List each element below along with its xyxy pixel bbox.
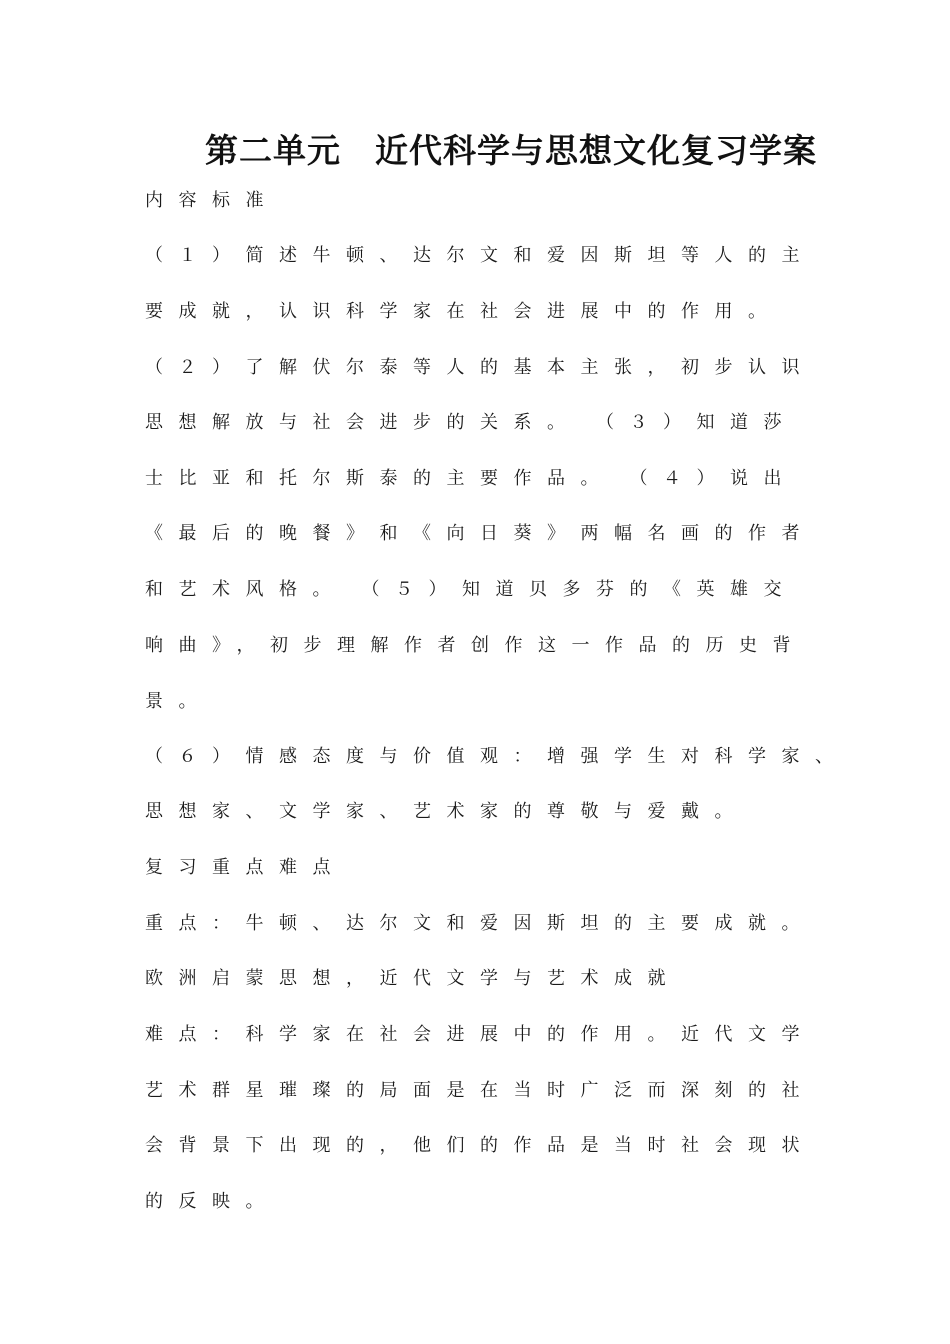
text-line: 响曲》，初步理解作者创作这一作品的历史背 — [145, 635, 806, 656]
text-line: 景。 — [145, 691, 212, 712]
text-line: 《最后的晚餐》和《向日葵》两幅名画的作者 — [145, 523, 815, 544]
text-line: 和艺术风格。 （５）知道贝多芬的《英雄交 — [145, 579, 797, 600]
text-line: （２）了解伏尔泰等人的基本主张，初步认识 — [145, 357, 815, 378]
text-line: 思想家、文学家、艺术家的尊敬与爱戴。 — [145, 801, 748, 822]
text-line: 思想解放与社会进步的关系。 （３）知道莎 — [145, 412, 797, 433]
text-line: 会背景下出现的，他们的作品是当时社会现状 — [145, 1135, 815, 1156]
text-line: 的反映。 — [145, 1191, 279, 1212]
section-heading-key-points: 复习重点难点 — [145, 857, 346, 878]
text-line: 艺术群星璀璨的局面是在当时广泛而深刻的社 — [145, 1080, 815, 1101]
text-line: 重点：牛顿、达尔文和爱因斯坦的主要成就。 — [145, 913, 815, 934]
document-title: 第二单元 近代科学与思想文化复习学案 — [205, 131, 817, 170]
text-line: （１）简述牛顿、达尔文和爱因斯坦等人的主 — [145, 245, 815, 266]
text-line: （６）情感态度与价值观：增强学生对科学家、 — [145, 746, 849, 767]
text-line: 要成就，认识科学家在社会进展中的作用。 — [145, 301, 782, 322]
text-line: 士比亚和托尔斯泰的主要作品。 （４）说出 — [145, 468, 797, 489]
text-line: 欧洲启蒙思想，近代文学与艺术成就 — [145, 968, 681, 989]
section-heading-content-standards: 内容标准 — [145, 190, 279, 211]
text-line: 难点：科学家在社会进展中的作用。近代文学 — [145, 1024, 815, 1045]
